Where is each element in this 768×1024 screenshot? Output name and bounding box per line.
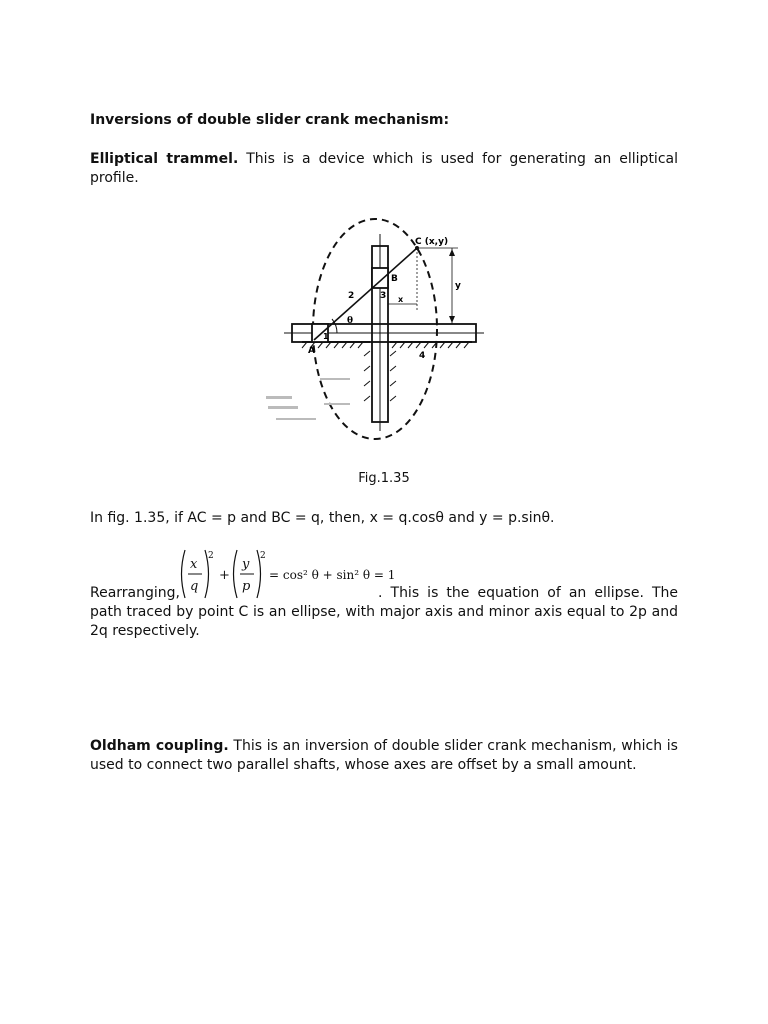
label-x: x <box>398 295 404 304</box>
rearranging-tail: . This is the equation of an ellipse. The path traced by point C is an ellipse, with major axis and minor axis equal to 2p and 2q respectively. <box>90 585 678 639</box>
label-link2: 2 <box>348 291 355 301</box>
oldham-coupling-paragraph <box>90 737 678 775</box>
label-link1: 1 <box>323 332 329 341</box>
section-heading: Inversions of double slider crank mechanism: <box>90 112 450 128</box>
oldham-coupling-term: Oldham coupling. <box>90 738 229 754</box>
given-relations: In fig. 1.35, if AC = p and BC = q, then, x = q.cosθ and y = p.sinθ. <box>90 510 555 526</box>
svg-text:+: + <box>219 568 230 583</box>
elliptical-trammel-term: Elliptical trammel. <box>90 151 239 167</box>
label-a: A <box>308 346 315 356</box>
label-link4: 4 <box>419 351 426 361</box>
svg-text:q: q <box>190 579 199 594</box>
rearranging-paragraph <box>90 584 678 641</box>
elliptical-trammel-figure <box>262 206 500 452</box>
rearranging-lead: Rearranging, <box>90 585 180 601</box>
label-theta: θ <box>347 316 354 326</box>
figure-caption: Fig.1.35 <box>358 471 410 486</box>
svg-text:2: 2 <box>260 551 266 561</box>
svg-text:p: p <box>242 579 251 594</box>
label-c: C (x,y) <box>415 237 449 247</box>
svg-text:y: y <box>242 557 250 572</box>
svg-text:= cos² θ + sin² θ = 1: = cos² θ + sin² θ = 1 <box>269 568 396 582</box>
oldham-coupling-text: This is an inversion of double slider crank mechanism, which is used to connect two parallel shafts, whose axes are offset by a small amount. <box>90 738 678 773</box>
label-y: y <box>455 281 461 291</box>
elliptical-trammel-text: This is a device which is used for generating an elliptical profile. <box>90 151 678 186</box>
ellipse-path <box>313 219 437 439</box>
svg-text:x: x <box>190 557 198 572</box>
label-link3: 3 <box>380 291 387 301</box>
elliptical-trammel-paragraph <box>90 150 678 188</box>
link-ac <box>314 248 417 340</box>
label-b: B <box>391 274 398 284</box>
svg-text:2: 2 <box>208 551 214 561</box>
